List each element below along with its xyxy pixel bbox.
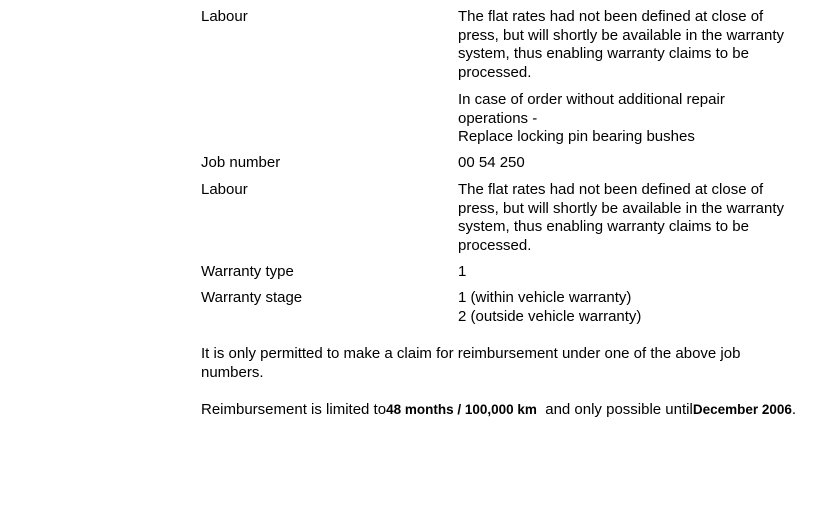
row-label-labour: Labour [201, 8, 248, 25]
warranty-stage-1: 1 (within vehicle warranty) [458, 289, 632, 306]
row-label-job-number: Job number [201, 154, 281, 171]
row-label-labour-2: Labour [201, 181, 248, 198]
row-value-order-case [458, 91, 798, 147]
warranty-stage-2: 2 (outside vehicle warranty) [458, 307, 642, 325]
row-value-warranty-stage [458, 289, 798, 326]
row-value-job-number: 00 54 250 [458, 154, 525, 171]
row-label-warranty-type: Warranty type [201, 263, 294, 280]
reimbursement-suffix: . [791, 401, 797, 418]
order-case-operation: Replace locking pin bearing bushes [458, 128, 695, 145]
row-label-warranty-stage: Warranty stage [201, 289, 303, 306]
claim-note: It is only permitted to make a claim for reimbursement under one of the above job numbers. [201, 345, 741, 381]
reimbursement-middle: and only possible until [536, 401, 693, 418]
row-value-labour-flat-rates: The flat rates had not been defined at close of press, but will shortly be available in the warranty system, thus enabling warranty claims to be processed. [458, 8, 784, 81]
reimbursement-prefix: Reimbursement is limited to [201, 401, 387, 418]
row-value-labour-flat-rates-2: The flat rates had not been defined at close of press, but will shortly be available in the warranty system, thus enabling warranty claims to be processed. [458, 181, 784, 254]
order-case-line: In case of order without additional repair operations - [458, 91, 725, 127]
reimbursement-limit: 48 months / 100,000 km [386, 402, 537, 417]
reimbursement-note [201, 401, 801, 420]
reimbursement-date: December 2006 [692, 402, 792, 417]
row-value-warranty-type: 1 [458, 263, 467, 280]
